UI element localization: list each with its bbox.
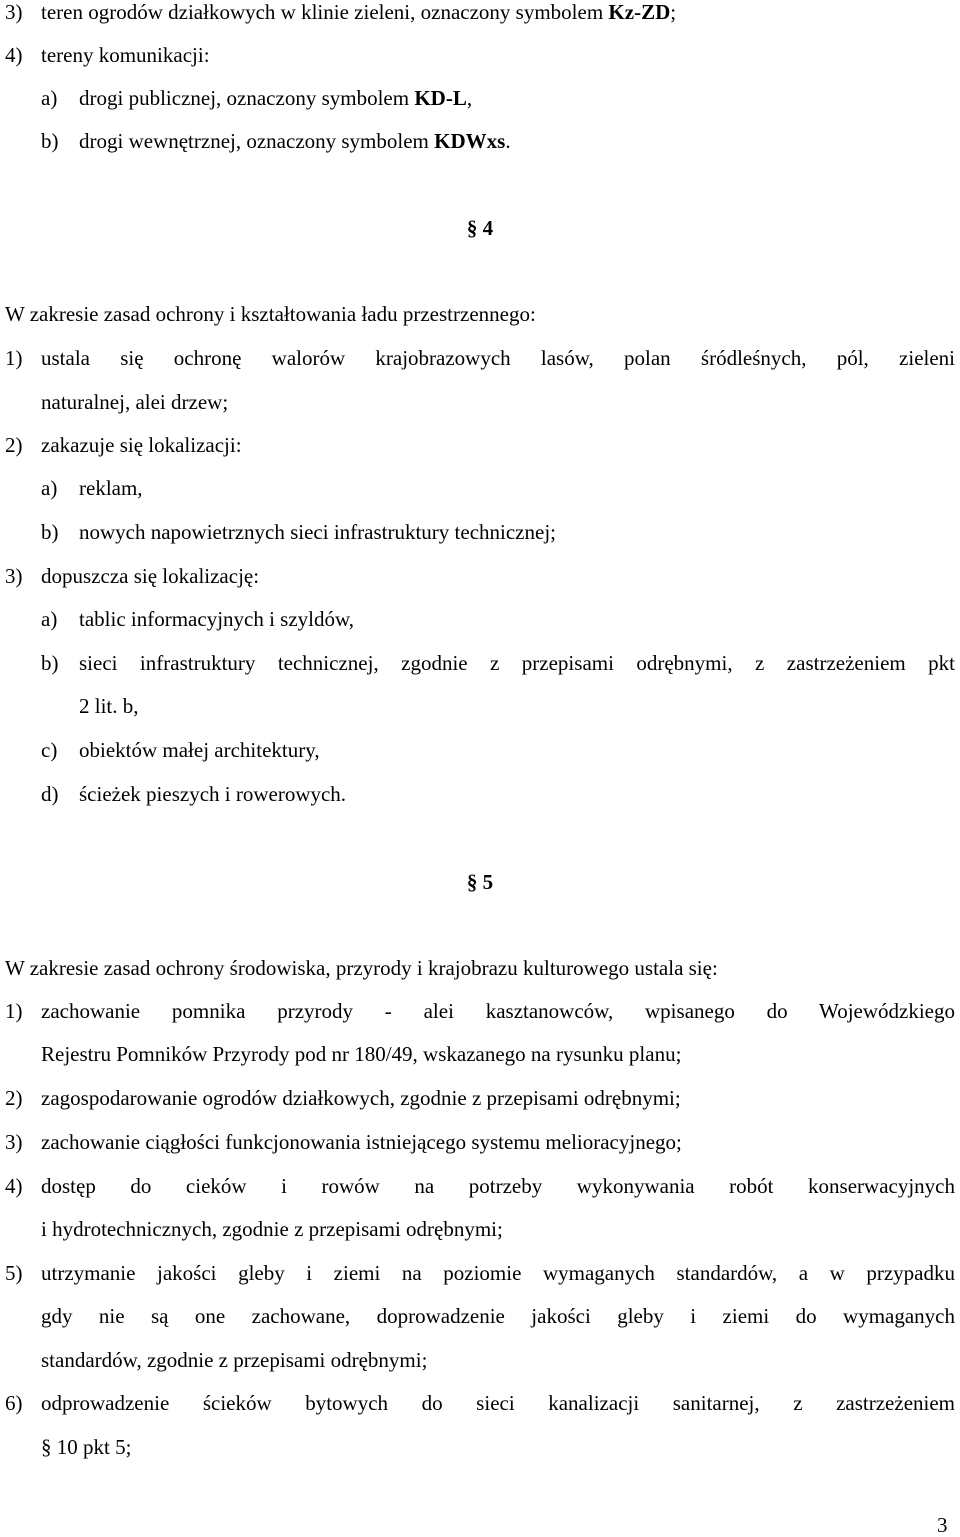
list-number: 3) <box>5 0 23 24</box>
section-heading: § 5 <box>466 870 494 894</box>
sublist-item-text: ścieżek pieszych i rowerowych. <box>79 782 347 806</box>
sublist-letter: c) <box>41 738 58 762</box>
list-item-text-continued: gdy nie są one zachowane, doprowadzenie jakości gleby i ziemi do wymaganych <box>41 1304 955 1328</box>
section-intro: W zakresie zasad ochrony środowiska, przyrody i krajobrazu kulturowego ustala się: <box>5 956 718 980</box>
list-item-text: zachowanie pomnika przyrody - alei kasztanowców, wpisanego do Wojewódzkiego <box>41 999 955 1023</box>
list-item-text: odprowadzenie ścieków bytowych do sieci kanalizacji sanitarnej, z zastrzeżeniem <box>41 1391 955 1415</box>
list-number: 4) <box>5 43 23 67</box>
list-number: 1) <box>5 999 23 1023</box>
list-number: 3) <box>5 1130 23 1154</box>
sublist-letter: d) <box>41 782 59 806</box>
list-item-text: ustala się ochronę walorów krajobrazowych lasów, polan śródleśnych, pól, zieleni <box>41 346 955 370</box>
sublist-letter: a) <box>41 476 58 500</box>
zoning-symbol: KDWxs <box>434 129 506 153</box>
list-item-text: dopuszcza się lokalizację: <box>41 564 260 588</box>
sublist-item-text: tablic informacyjnych i szyldów, <box>79 607 355 631</box>
sublist-item-text: reklam, <box>79 476 143 500</box>
page-number: 3 <box>937 1513 948 1537</box>
list-item-text-continued: Rejestru Pomników Przyrody pod nr 180/49, wskazanego na rysunku planu; <box>41 1042 682 1066</box>
section-heading: § 4 <box>466 216 494 240</box>
sublist-letter: b) <box>41 520 59 544</box>
list-number: 6) <box>5 1391 23 1415</box>
sublist-item-text: obiektów małej architektury, <box>79 738 320 762</box>
list-item-text-continued: naturalnej, alei drzew; <box>41 390 229 414</box>
sublist-letter: a) <box>41 86 58 110</box>
list-number: 1) <box>5 346 23 370</box>
list-item-text: tereny komunikacji: <box>41 43 210 67</box>
sublist-item-text: nowych napowietrznych sieci infrastruktury technicznej; <box>79 520 556 544</box>
sublist-item-text: drogi publicznej, oznaczony symbolem KD-L, <box>79 86 473 110</box>
zoning-symbol: Kz-ZD <box>608 0 671 24</box>
list-item-text: utrzymanie jakości gleby i ziemi na poziomie wymaganych standardów, a w przypadku <box>41 1261 955 1285</box>
sublist-item-text: drogi wewnętrznej, oznaczony symbolem KDWxs. <box>79 129 511 153</box>
list-item-text-continued: standardów, zgodnie z przepisami odrębnymi; <box>41 1348 428 1372</box>
list-number: 4) <box>5 1174 23 1198</box>
list-item-text: dostęp do cieków i rowów na potrzeby wykonywania robót konserwacyjnych <box>41 1174 955 1198</box>
list-number: 2) <box>5 1086 23 1110</box>
list-item-text: zakazuje się lokalizacji: <box>41 433 242 457</box>
sublist-item-text-continued: 2 lit. b, <box>79 694 139 718</box>
list-number: 3) <box>5 564 23 588</box>
section-intro: W zakresie zasad ochrony i kształtowania ładu przestrzennego: <box>5 302 536 326</box>
list-item-text: teren ogrodów działkowych w klinie zieleni, oznaczony symbolem Kz-ZD; <box>41 0 677 24</box>
list-item-text-continued: § 10 pkt 5; <box>41 1435 132 1459</box>
list-item-text: zachowanie ciągłości funkcjonowania istniejącego systemu melioracyjnego; <box>41 1130 682 1154</box>
sublist-item-text: sieci infrastruktury technicznej, zgodnie z przepisami odrębnymi, z zastrzeżeniem pkt <box>79 651 955 675</box>
zoning-symbol: KD-L <box>414 86 467 110</box>
list-item-text-continued: i hydrotechnicznych, zgodnie z przepisami odrębnymi; <box>41 1217 503 1241</box>
sublist-letter: b) <box>41 129 59 153</box>
list-number: 5) <box>5 1261 23 1285</box>
sublist-letter: a) <box>41 607 58 631</box>
list-item-text: zagospodarowanie ogrodów działkowych, zgodnie z przepisami odrębnymi; <box>41 1086 681 1110</box>
sublist-letter: b) <box>41 651 59 675</box>
list-number: 2) <box>5 433 23 457</box>
